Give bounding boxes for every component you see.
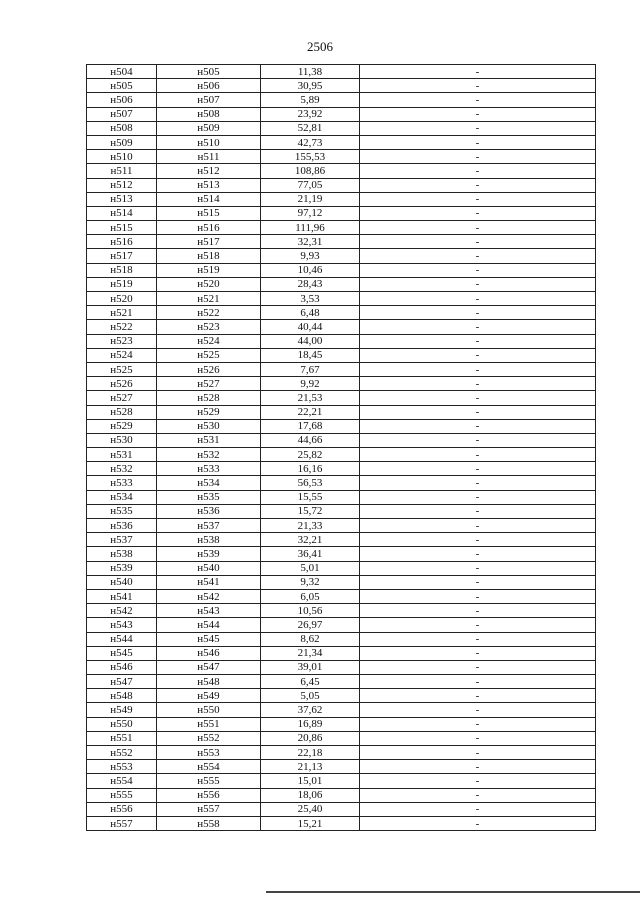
table-row (87, 221, 596, 235)
from-point-cell: н528 (87, 405, 157, 419)
note-cell: - (360, 816, 596, 830)
note-cell: - (360, 419, 596, 433)
from-point-cell: н507 (87, 107, 157, 121)
distance-cell: 32,31 (261, 235, 360, 249)
table-row (87, 746, 596, 760)
note-cell: - (360, 476, 596, 490)
from-point-cell: н535 (87, 504, 157, 518)
note-cell: - (360, 334, 596, 348)
note-cell: - (360, 589, 596, 603)
note-cell: - (360, 405, 596, 419)
to-point-cell: н530 (157, 419, 261, 433)
distance-cell: 39,01 (261, 660, 360, 674)
from-point-cell: н527 (87, 391, 157, 405)
to-point-cell: н510 (157, 135, 261, 149)
table-row (87, 405, 596, 419)
to-point-cell: н524 (157, 334, 261, 348)
table-row (87, 490, 596, 504)
table-row (87, 277, 596, 291)
note-cell: - (360, 561, 596, 575)
page-number: 2506 (307, 39, 333, 54)
table-row (87, 760, 596, 774)
table-row (87, 178, 596, 192)
distance-cell: 77,05 (261, 178, 360, 192)
table-row (87, 703, 596, 717)
to-point-cell: н522 (157, 306, 261, 320)
note-cell: - (360, 221, 596, 235)
to-point-cell: н544 (157, 618, 261, 632)
note-cell: - (360, 150, 596, 164)
distance-cell: 9,93 (261, 249, 360, 263)
from-point-cell: н530 (87, 433, 157, 447)
note-cell: - (360, 788, 596, 802)
note-cell: - (360, 93, 596, 107)
distance-cell: 28,43 (261, 277, 360, 291)
from-point-cell: н505 (87, 79, 157, 93)
distance-cell: 111,96 (261, 221, 360, 235)
distance-cell: 32,21 (261, 533, 360, 547)
distance-cell: 21,33 (261, 519, 360, 533)
distance-cell: 56,53 (261, 476, 360, 490)
table-row (87, 646, 596, 660)
to-point-cell: н529 (157, 405, 261, 419)
note-cell: - (360, 206, 596, 220)
table-row (87, 717, 596, 731)
to-point-cell: н548 (157, 675, 261, 689)
from-point-cell: н521 (87, 306, 157, 320)
from-point-cell: н533 (87, 476, 157, 490)
table-row (87, 292, 596, 306)
table-row (87, 731, 596, 745)
distance-cell: 7,67 (261, 362, 360, 376)
table-row (87, 206, 596, 220)
to-point-cell: н538 (157, 533, 261, 547)
note-cell: - (360, 533, 596, 547)
coordinates-table (86, 64, 596, 831)
distance-cell: 21,19 (261, 192, 360, 206)
note-cell: - (360, 292, 596, 306)
to-point-cell: н543 (157, 604, 261, 618)
from-point-cell: н515 (87, 221, 157, 235)
to-point-cell: н545 (157, 632, 261, 646)
from-point-cell: н531 (87, 448, 157, 462)
distance-cell: 15,01 (261, 774, 360, 788)
table-row (87, 192, 596, 206)
note-cell: - (360, 660, 596, 674)
from-point-cell: н557 (87, 816, 157, 830)
note-cell: - (360, 504, 596, 518)
note-cell: - (360, 462, 596, 476)
note-cell: - (360, 490, 596, 504)
to-point-cell: н526 (157, 362, 261, 376)
from-point-cell: н542 (87, 604, 157, 618)
table-row (87, 547, 596, 561)
note-cell: - (360, 178, 596, 192)
table-row (87, 448, 596, 462)
to-point-cell: н525 (157, 348, 261, 362)
to-point-cell: н512 (157, 164, 261, 178)
table-row (87, 589, 596, 603)
table-row (87, 391, 596, 405)
to-point-cell: н537 (157, 519, 261, 533)
from-point-cell: н514 (87, 206, 157, 220)
from-point-cell: н556 (87, 802, 157, 816)
from-point-cell: н532 (87, 462, 157, 476)
note-cell: - (360, 618, 596, 632)
note-cell: - (360, 604, 596, 618)
note-cell: - (360, 121, 596, 135)
to-point-cell: н514 (157, 192, 261, 206)
from-point-cell: н549 (87, 703, 157, 717)
table-row (87, 816, 596, 830)
from-point-cell: н541 (87, 589, 157, 603)
from-point-cell: н539 (87, 561, 157, 575)
distance-cell: 16,16 (261, 462, 360, 476)
note-cell: - (360, 362, 596, 376)
table-row (87, 93, 596, 107)
distance-cell: 40,44 (261, 320, 360, 334)
to-point-cell: н533 (157, 462, 261, 476)
to-point-cell: н553 (157, 746, 261, 760)
table-row (87, 660, 596, 674)
table-row (87, 561, 596, 575)
from-point-cell: н522 (87, 320, 157, 334)
from-point-cell: н516 (87, 235, 157, 249)
from-point-cell: н536 (87, 519, 157, 533)
distance-cell: 26,97 (261, 618, 360, 632)
table-row (87, 533, 596, 547)
to-point-cell: н505 (157, 65, 261, 79)
to-point-cell: н555 (157, 774, 261, 788)
table-row (87, 476, 596, 490)
note-cell: - (360, 391, 596, 405)
note-cell: - (360, 79, 596, 93)
note-cell: - (360, 774, 596, 788)
to-point-cell: н511 (157, 150, 261, 164)
table-row (87, 362, 596, 376)
note-cell: - (360, 547, 596, 561)
from-point-cell: н510 (87, 150, 157, 164)
from-point-cell: н538 (87, 547, 157, 561)
to-point-cell: н535 (157, 490, 261, 504)
table-row (87, 135, 596, 149)
from-point-cell: н555 (87, 788, 157, 802)
table-row (87, 802, 596, 816)
table-row (87, 348, 596, 362)
to-point-cell: н534 (157, 476, 261, 490)
table-row (87, 504, 596, 518)
from-point-cell: н524 (87, 348, 157, 362)
table-row (87, 377, 596, 391)
from-point-cell: н529 (87, 419, 157, 433)
from-point-cell: н553 (87, 760, 157, 774)
distance-cell: 15,21 (261, 816, 360, 830)
to-point-cell: н520 (157, 277, 261, 291)
distance-cell: 3,53 (261, 292, 360, 306)
table-row (87, 263, 596, 277)
table-row (87, 65, 596, 79)
from-point-cell: н513 (87, 192, 157, 206)
from-point-cell: н550 (87, 717, 157, 731)
to-point-cell: н550 (157, 703, 261, 717)
distance-cell: 6,48 (261, 306, 360, 320)
note-cell: - (360, 689, 596, 703)
table-row (87, 320, 596, 334)
distance-cell: 52,81 (261, 121, 360, 135)
to-point-cell: н519 (157, 263, 261, 277)
footer-rule (266, 891, 640, 893)
distance-cell: 23,92 (261, 107, 360, 121)
from-point-cell: н508 (87, 121, 157, 135)
to-point-cell: н539 (157, 547, 261, 561)
distance-cell: 15,55 (261, 490, 360, 504)
table-row (87, 107, 596, 121)
distance-cell: 22,18 (261, 746, 360, 760)
distance-cell: 5,01 (261, 561, 360, 575)
table-row (87, 334, 596, 348)
distance-cell: 5,05 (261, 689, 360, 703)
table-row (87, 462, 596, 476)
table-row (87, 519, 596, 533)
table-row (87, 164, 596, 178)
from-point-cell: н519 (87, 277, 157, 291)
distance-cell: 37,62 (261, 703, 360, 717)
table-row (87, 689, 596, 703)
from-point-cell: н551 (87, 731, 157, 745)
to-point-cell: н540 (157, 561, 261, 575)
from-point-cell: н520 (87, 292, 157, 306)
distance-cell: 97,12 (261, 206, 360, 220)
note-cell: - (360, 107, 596, 121)
from-point-cell: н537 (87, 533, 157, 547)
from-point-cell: н554 (87, 774, 157, 788)
to-point-cell: н546 (157, 646, 261, 660)
table-row (87, 604, 596, 618)
to-point-cell: н516 (157, 221, 261, 235)
from-point-cell: н548 (87, 689, 157, 703)
distance-cell: 44,00 (261, 334, 360, 348)
to-point-cell: н547 (157, 660, 261, 674)
note-cell: - (360, 433, 596, 447)
distance-cell: 18,06 (261, 788, 360, 802)
to-point-cell: н513 (157, 178, 261, 192)
to-point-cell: н506 (157, 79, 261, 93)
distance-cell: 6,05 (261, 589, 360, 603)
note-cell: - (360, 135, 596, 149)
distance-cell: 9,92 (261, 377, 360, 391)
distance-cell: 17,68 (261, 419, 360, 433)
to-point-cell: н508 (157, 107, 261, 121)
table-row (87, 433, 596, 447)
to-point-cell: н521 (157, 292, 261, 306)
note-cell: - (360, 646, 596, 660)
from-point-cell: н523 (87, 334, 157, 348)
distance-cell: 20,86 (261, 731, 360, 745)
note-cell: - (360, 235, 596, 249)
to-point-cell: н541 (157, 575, 261, 589)
from-point-cell: н544 (87, 632, 157, 646)
from-point-cell: н545 (87, 646, 157, 660)
distance-cell: 21,53 (261, 391, 360, 405)
table-row (87, 618, 596, 632)
table-row (87, 788, 596, 802)
distance-cell: 108,86 (261, 164, 360, 178)
to-point-cell: н523 (157, 320, 261, 334)
note-cell: - (360, 65, 596, 79)
table-row (87, 235, 596, 249)
to-point-cell: н509 (157, 121, 261, 135)
from-point-cell: н546 (87, 660, 157, 674)
table-row (87, 632, 596, 646)
distance-cell: 30,95 (261, 79, 360, 93)
from-point-cell: н534 (87, 490, 157, 504)
note-cell: - (360, 348, 596, 362)
note-cell: - (360, 164, 596, 178)
to-point-cell: н536 (157, 504, 261, 518)
from-point-cell: н504 (87, 65, 157, 79)
to-point-cell: н507 (157, 93, 261, 107)
to-point-cell: н532 (157, 448, 261, 462)
to-point-cell: н552 (157, 731, 261, 745)
note-cell: - (360, 306, 596, 320)
table-body (87, 65, 596, 831)
distance-cell: 18,45 (261, 348, 360, 362)
distance-cell: 11,38 (261, 65, 360, 79)
note-cell: - (360, 448, 596, 462)
to-point-cell: н556 (157, 788, 261, 802)
distance-cell: 21,34 (261, 646, 360, 660)
note-cell: - (360, 760, 596, 774)
to-point-cell: н517 (157, 235, 261, 249)
note-cell: - (360, 731, 596, 745)
distance-cell: 44,66 (261, 433, 360, 447)
from-point-cell: н509 (87, 135, 157, 149)
note-cell: - (360, 192, 596, 206)
note-cell: - (360, 703, 596, 717)
note-cell: - (360, 277, 596, 291)
distance-cell: 16,89 (261, 717, 360, 731)
distance-cell: 25,82 (261, 448, 360, 462)
distance-cell: 10,56 (261, 604, 360, 618)
note-cell: - (360, 746, 596, 760)
from-point-cell: н511 (87, 164, 157, 178)
from-point-cell: н512 (87, 178, 157, 192)
distance-cell: 15,72 (261, 504, 360, 518)
table-row (87, 121, 596, 135)
from-point-cell: н518 (87, 263, 157, 277)
to-point-cell: н551 (157, 717, 261, 731)
to-point-cell: н557 (157, 802, 261, 816)
note-cell: - (360, 675, 596, 689)
distance-cell: 8,62 (261, 632, 360, 646)
from-point-cell: н506 (87, 93, 157, 107)
to-point-cell: н527 (157, 377, 261, 391)
note-cell: - (360, 263, 596, 277)
distance-cell: 21,13 (261, 760, 360, 774)
to-point-cell: н554 (157, 760, 261, 774)
table-row (87, 774, 596, 788)
distance-cell: 155,53 (261, 150, 360, 164)
distance-cell: 5,89 (261, 93, 360, 107)
table-row (87, 675, 596, 689)
from-point-cell: н525 (87, 362, 157, 376)
note-cell: - (360, 519, 596, 533)
note-cell: - (360, 249, 596, 263)
note-cell: - (360, 575, 596, 589)
distance-cell: 42,73 (261, 135, 360, 149)
from-point-cell: н547 (87, 675, 157, 689)
from-point-cell: н552 (87, 746, 157, 760)
distance-cell: 36,41 (261, 547, 360, 561)
distance-cell: 6,45 (261, 675, 360, 689)
distance-cell: 22,21 (261, 405, 360, 419)
to-point-cell: н528 (157, 391, 261, 405)
to-point-cell: н558 (157, 816, 261, 830)
note-cell: - (360, 802, 596, 816)
distance-cell: 10,46 (261, 263, 360, 277)
table-row (87, 575, 596, 589)
to-point-cell: н531 (157, 433, 261, 447)
note-cell: - (360, 320, 596, 334)
from-point-cell: н543 (87, 618, 157, 632)
table-row (87, 419, 596, 433)
note-cell: - (360, 632, 596, 646)
distance-cell: 9,32 (261, 575, 360, 589)
from-point-cell: н540 (87, 575, 157, 589)
to-point-cell: н549 (157, 689, 261, 703)
distance-cell: 25,40 (261, 802, 360, 816)
to-point-cell: н518 (157, 249, 261, 263)
note-cell: - (360, 377, 596, 391)
to-point-cell: н542 (157, 589, 261, 603)
note-cell: - (360, 717, 596, 731)
table-row (87, 150, 596, 164)
to-point-cell: н515 (157, 206, 261, 220)
table-row (87, 79, 596, 93)
table-row (87, 249, 596, 263)
from-point-cell: н526 (87, 377, 157, 391)
table-row (87, 306, 596, 320)
from-point-cell: н517 (87, 249, 157, 263)
